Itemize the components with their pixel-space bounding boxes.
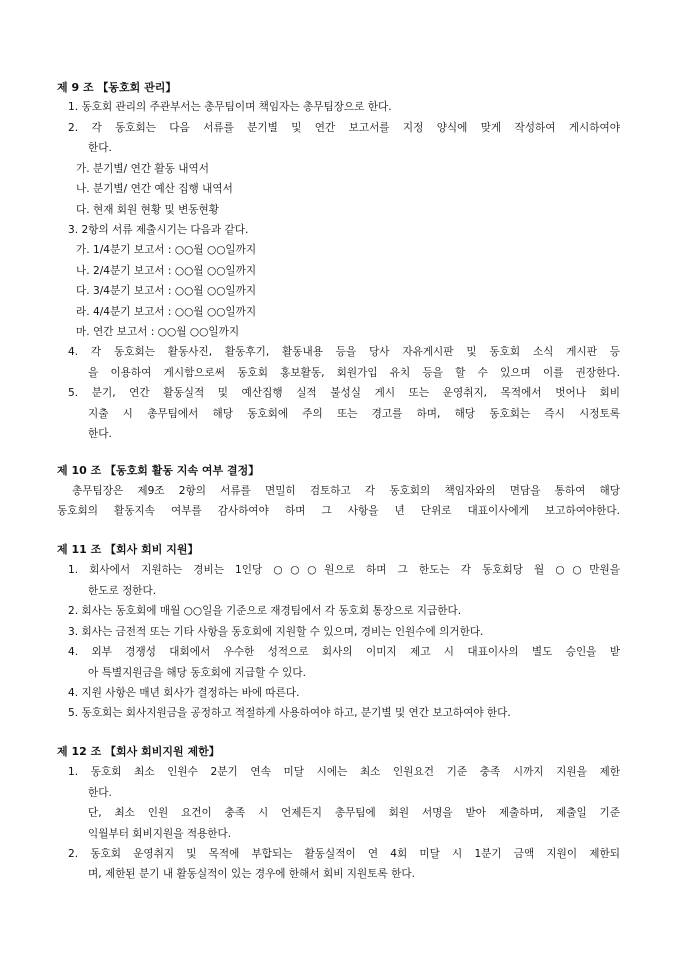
article-9-line: 라. 4/4분기 보고서 : ○○월 ○○일까지 — [76, 306, 257, 318]
article-11-line: 3. 회사는 금전적 또는 기타 사항을 동호회에 지원할 수 있으며, 경비는 인원수에 의거한다. — [68, 626, 484, 638]
article-9-line: 가. 1/4분기 보고서 : ○○월 ○○일까지 — [76, 244, 257, 256]
article-11-line: 1. 회사에서 지원하는 경비는 1인당 ○○○원으로 하며 그 한도는 각 동호회당 월 ○○만원을 — [68, 564, 620, 576]
article-11-line: 4. 외부 경쟁성 대회에서 우수한 성적으로 회사의 이미지 제고 시 대표이사의 별도 승인을 받 — [68, 646, 620, 658]
article-9-line: 마. 연간 보고서 : ○○월 ○○일까지 — [76, 326, 240, 338]
article-10-line: 총무팀장은 제9조 2항의 서류를 면밀히 검토하고 각 동호회의 책임자와의 면담을 통하여 해당 — [72, 485, 620, 497]
article-9-line: 나. 2/4분기 보고서 : ○○월 ○○일까지 — [76, 265, 257, 277]
article-9-line: 한다. — [88, 142, 112, 154]
article-9-line: 나. 분기별/ 연간 예산 집행 내역서 — [76, 183, 233, 195]
article-9-line: 다. 현재 회원 현황 및 변동현황 — [76, 204, 220, 216]
article-9-line: 을 이용하여 게시함으로써 동호회 홍보활동, 회원가입 유치 등을 할 수 있으며 이를 권장한다. — [88, 367, 620, 379]
article-9-line: 3. 2항의 서류 제출시기는 다음과 같다. — [68, 224, 249, 236]
article-12-line: 1. 동호회 최소 인원수 2분기 연속 미달 시에는 최소 인원요건 기준 충족 시까지 지원을 제한 — [68, 766, 620, 778]
article-9-line: 가. 분기별/ 연간 활동 내역서 — [76, 163, 209, 175]
article-11-line: 한도로 정한다. — [88, 585, 157, 597]
article-9-line: 한다. — [88, 428, 112, 440]
article-12-line: 2. 동호회 운영취지 및 목적에 부합되는 활동실적이 연 4회 미달 시 1분기 금액 지원이 제한되 — [68, 848, 620, 860]
article-9-line: 2. 각 동호회는 다음 서류를 분기별 및 연간 보고서를 지정 양식에 맞게 작성하여 게시하여야 — [68, 122, 620, 134]
article-10-line: 동호회의 활동지속 여부를 감사하여야 하며 그 사항을 년 단위로 대표이사에게 보고하여야한다. — [57, 505, 620, 517]
article-12-line: 단, 최소 인원 요건이 충족 시 언제든지 총무팀에 회원 서명을 받아 제출하며, 제출일 기준 — [88, 807, 620, 819]
article-11-line: 5. 동호회는 회사지원금을 공정하고 적절하게 사용하여야 하고, 분기별 및 연간 보고하여야 한다. — [68, 707, 511, 719]
article-10-title: 제 10 조 【동호회 활동 지속 여부 결정】 — [57, 464, 260, 477]
article-12-line: 익월부터 회비지원을 적용한다. — [88, 828, 232, 840]
article-12-line: 한다. — [88, 787, 112, 799]
article-11-title: 제 11 조 【회사 회비 지원】 — [57, 543, 199, 556]
article-11-line: 4. 지원 사항은 매년 회사가 결정하는 바에 따른다. — [68, 687, 300, 699]
article-11-line: 아 특별지원금을 해당 동호회에 지급할 수 있다. — [88, 667, 307, 679]
article-9-line: 5. 분기, 연간 활동실적 및 예산집행 실적 불성실 게시 또는 운영취지, 목적에서 벗어나 회비 — [68, 387, 620, 399]
article-12-line: 며, 제한된 분기 내 활동실적이 있는 경우에 한해서 회비 지원토록 한다. — [88, 868, 415, 880]
article-9-line: 1. 동호회 관리의 주관부서는 총무팀이며 책임자는 총무팀장으로 한다. — [68, 101, 392, 113]
article-9-line: 지출 시 총무팀에서 해당 동호회에 주의 또는 경고를 하며, 해당 동호회는 즉시 시정토록 — [88, 408, 620, 420]
article-12-title: 제 12 조 【회사 회비지원 제한】 — [57, 745, 220, 758]
article-9-title: 제 9 조 【동호회 관리】 — [57, 81, 177, 94]
article-9-line: 4. 각 동호회는 활동사진, 활동후기, 활동내용 등을 당사 자유게시판 및 동호회 소식 게시판 등 — [68, 346, 620, 358]
article-9-line: 다. 3/4분기 보고서 : ○○월 ○○일까지 — [76, 285, 257, 297]
article-11-line: 2. 회사는 동호회에 매월 ○○일을 기준으로 재경팀에서 각 동호회 통장으로 지급한다. — [68, 605, 462, 617]
